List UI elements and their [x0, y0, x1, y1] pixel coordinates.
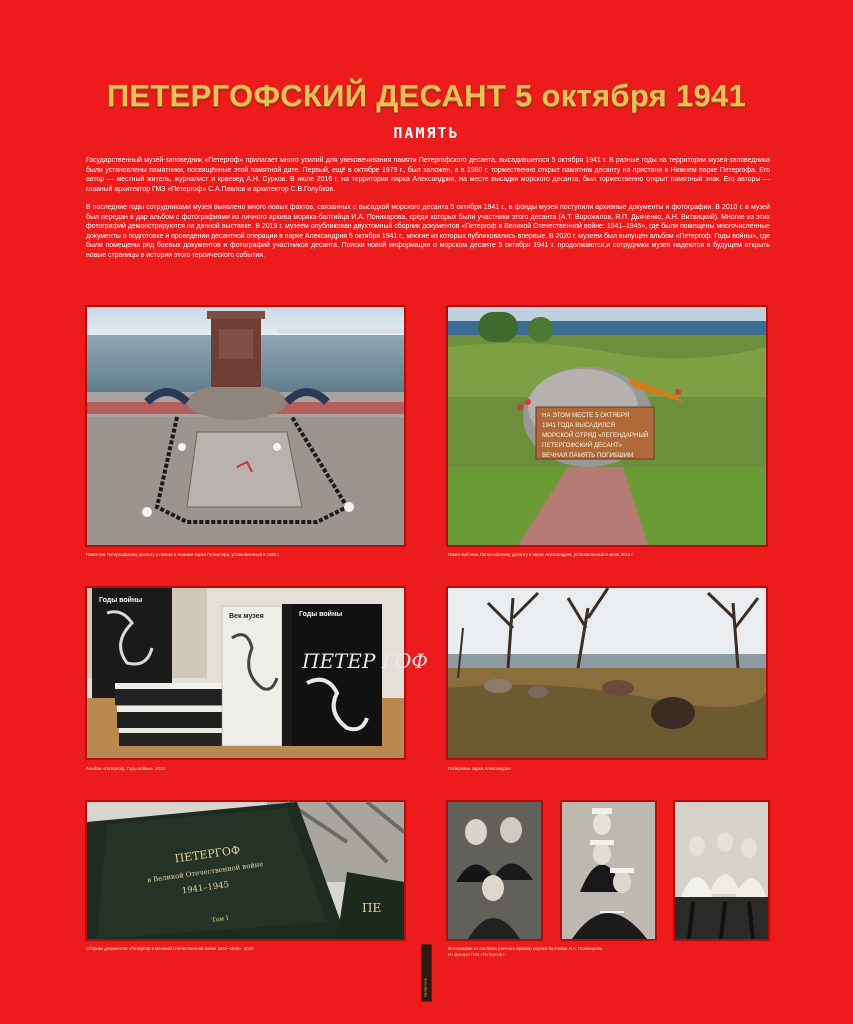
photo-monument	[85, 305, 406, 547]
page-subtitle: ПАМЯТЬ	[393, 124, 460, 142]
collection-book-volume: Том I	[211, 914, 229, 925]
caption-monument: Памятник Петергофскому десанту у гавани в Нижнем парке Петергофа, установленный в 1980 г.	[86, 552, 280, 557]
publisher-strip	[421, 944, 432, 1002]
plaque-line-1: НА ЭТОМ МЕСТЕ 5 ОКТЯБРЯ	[542, 412, 630, 419]
photo-collection	[85, 800, 406, 941]
book-cover-glyphs: ПЕТЕР ГОФ	[302, 649, 429, 673]
page-title: ПЕТЕРГОФСКИЙ ДЕСАНТ 5 октября 1941	[106, 78, 747, 113]
strip-label: ПЕТЕРГОФ	[424, 978, 428, 997]
book-right-title: Годы войны	[299, 611, 343, 618]
plaque-line-5: ВЕЧНАЯ ПАМЯТЬ ПОГИБШИМ	[542, 452, 634, 459]
collection-book-years: 1941–1945	[181, 879, 230, 897]
caption-collection: Сборник документов «Петергоф в Великой Отечественной войне 1941–1945». 2020	[86, 946, 254, 951]
caption-archive-source: Из фондов ГМЗ «Петергоф»	[448, 952, 505, 957]
caption-memorial-sign: Памятный знак Петергофскому десанту в парке Александрия, установленный в июле 2016 г.	[448, 552, 634, 557]
intro-paragraph: Государственный музей-заповедник «Петергоф» прилагает много усилий для увековечивания памяти Петергофского десанта, высадившегося 5 октября 1941 г. В разные годы на территории музея-заповедника были установлены памятники, посвящённые этой памятной дате. Первый, ещё в октябре 1979 г., был заложен, а в 1980 г. торжественно открыт памятник десанту на пристани в Нижнем парке Петергофа. Его автор — местный житель, журналист и краевед А.Н. Сурков. В июле 2016 г. на территории парка Александрия, на месте высадки морского десанта, был торжественно открыт памятный знак. Его авторы — главный архитектор ГМЗ «Петергоф» С.А.Павлов и архитектор С.В.Голубков.	[86, 157, 770, 193]
book-mid-title: Век музея	[229, 613, 264, 620]
collection-book-subtitle: в Великой Отечественной войне	[146, 860, 264, 885]
photo-album	[85, 586, 429, 760]
photo-archive-2	[560, 800, 657, 941]
caption-album: Альбом «Петергоф. Годы войны». 2020	[86, 766, 165, 771]
photo-archive-3	[673, 800, 770, 941]
photo-shore	[446, 586, 768, 760]
plaque-line-4: ПЕТЕРГОФСКИЙ ДЕСАНТ»	[542, 442, 623, 449]
plaque-line-2: 1941 ГОДА ВЫСАДИЛСЯ	[542, 422, 616, 429]
photo-archive-1	[446, 800, 543, 941]
caption-shore: Побережье парка Александрия	[448, 766, 511, 771]
research-paragraph: В последние годы сотрудниками музея выявлено много новых фактов, связанных с высадкой морского десанта 5 октября 1941 г., в фонды музея поступили архивные документы и фотографии. В 2010 г. в музей был передан в дар альбом с фотографиями из личного архива моряка-балтийца И.А. Поникарова, среди которых были участники этого десанта (А.Т. Ворожилов, Я.П. Дьяченко, А.Н. Витвицкий). Многие из этих фотографий демонстрируются на данной выставке. В 2019 г. музеем опубликован двухтомный сборник документов «Петергоф в Великой Отечественной войне: 1941–1945», где были помещены многочисленные документы о подготовке и проведении десантной операции в парке Александрия 5 октября 1941 г., многие из которых публиковались впервые. В 2020 г. музеем был выпущен альбом «Петергоф. Годы войны», где были помещены ряд боевых документов и фотографий участников десанта. Поиски новой информации о морском десанте 5 октября 1941 г. продолжаются,и сотрудники музея надеются в будущем открыть новые страницы в истории этого героического события.	[86, 204, 770, 259]
photo-memorial-sign	[446, 305, 768, 547]
second-book-title: ПЕ	[362, 901, 382, 915]
collection-book-title: ПЕТЕРГОФ	[173, 843, 241, 866]
plaque-line-3: МОРСКОЙ ОТРЯД «ЛЕГЕНДАРНЫЙ	[542, 432, 649, 439]
caption-archive: Фотографии из альбома (личного архива) моряка-балтийца И.А. Поникарова	[448, 946, 603, 951]
book-left-title: Годы войны	[99, 597, 143, 604]
